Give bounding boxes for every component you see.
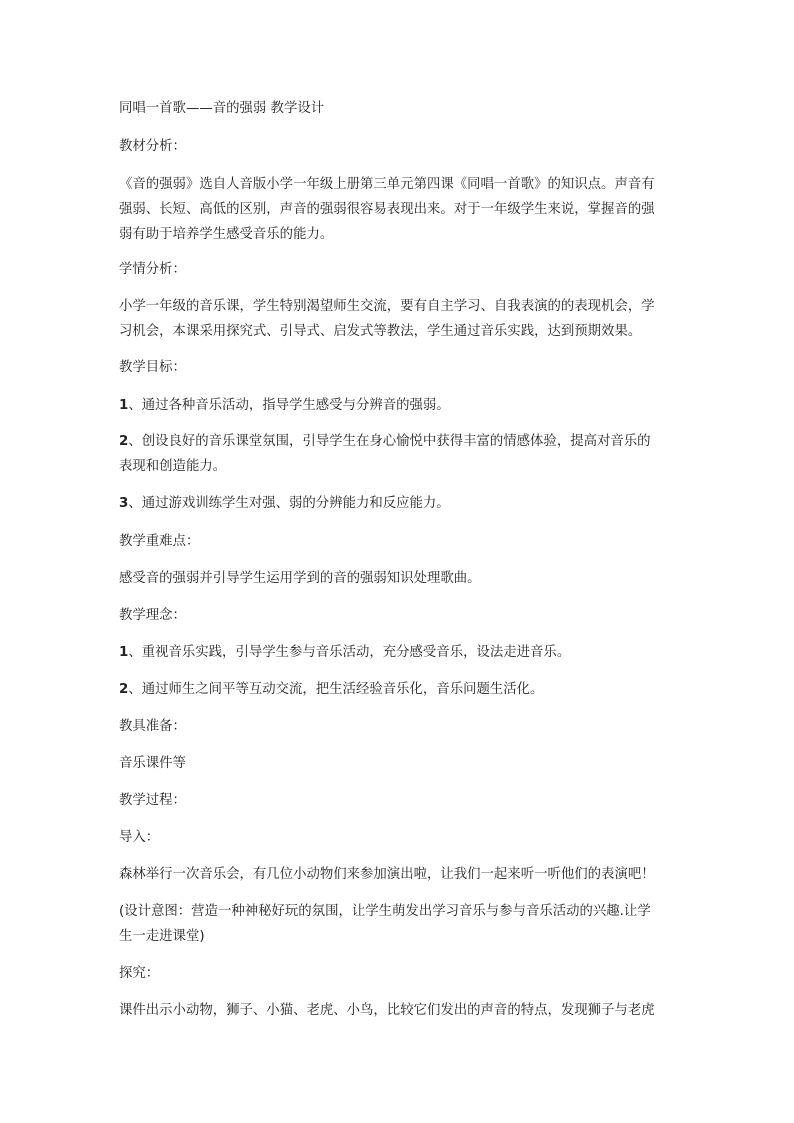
goal-number: 1: [119, 398, 129, 413]
tools-heading: 教具准备：: [119, 719, 186, 734]
students-line: 习机会，本课采用探究式、引导式、启发式等教法，学生通过音乐实践，达到预期效果。: [119, 324, 642, 339]
philosophy-text: 、通过师生之间平等互动交流，把生活经验音乐化，音乐问题生活化。: [128, 682, 544, 697]
goal-number: 3: [119, 496, 129, 511]
design-intent-line: 生一走进课堂): [119, 929, 205, 944]
intro-text: 森林举行一次音乐会，有几位小动物们来参加演出啦，让我们一起来听一听他们的表演吧！: [119, 867, 655, 882]
keypoints-heading: 教学重难点：: [119, 534, 200, 549]
material-paragraph: [119, 172, 679, 247]
goal-line: [119, 429, 679, 454]
keypoints-text: 感受音的强弱并引导学生运用学到的音的强弱知识处理歌曲。: [119, 571, 481, 586]
philosophy-number: 2: [119, 682, 129, 697]
explore-text: 课件出示小动物，狮子、小猫、老虎、小鸟，比较它们发出的声音的特点，发现狮子与老虎: [119, 1003, 655, 1018]
philosophy-item: [119, 640, 675, 665]
philosophy-heading: 教学理念：: [119, 608, 186, 623]
students-line: 小学一年级的音乐课，学生特别渴望师生交流，要有自主学习、自我表演的的表现机会，学: [119, 299, 655, 314]
students-heading: 学情分析：: [119, 262, 186, 277]
design-intent: [119, 899, 679, 949]
material-line: 《音的强弱》选自人音版小学一年级上册第三单元第四课《同唱一首歌》的知识点。声音有: [119, 177, 655, 192]
goal-item: [119, 393, 675, 418]
goal-item: [119, 429, 679, 479]
process-heading: 教学过程：: [119, 793, 186, 808]
philosophy-text: 、重视音乐实践，引导学生参与音乐活动，充分感受音乐，设法走进音乐。: [128, 645, 571, 660]
philosophy-number: 1: [119, 645, 129, 660]
material-line: 弱有助于培养学生感受音乐的能力。: [119, 227, 334, 242]
document-title: 同唱一首歌——音的强弱 教学设计: [119, 101, 325, 116]
goal-text: 、创设良好的音乐课堂氛围，引导学生在身心愉悦中获得丰富的情感体验，提高对音乐的: [128, 434, 651, 449]
goal-text: 、通过游戏训练学生对强、弱的分辨能力和反应能力。: [128, 496, 450, 511]
goal-number: 2: [119, 434, 129, 449]
tools-text: 音乐课件等: [119, 756, 186, 771]
students-paragraph: [119, 294, 679, 344]
material-line: 强弱、长短、高低的区别，声音的强弱很容易表现出来。对于一年级学生来说，掌握音的强: [119, 202, 655, 217]
goal-text: 、通过各种音乐活动，指导学生感受与分辨音的强弱。: [128, 398, 450, 413]
explore-heading: 探究：: [119, 966, 160, 981]
goals-heading: 教学目标：: [119, 360, 186, 375]
goal-line: 表现和创造能力。: [119, 459, 227, 474]
goal-item: [119, 491, 675, 516]
design-intent-line: (设计意图：营造一种神秘好玩的氛围，让学生萌发出学习音乐与参与音乐活动的兴趣.让学: [119, 904, 651, 919]
material-heading: 教材分析：: [119, 139, 186, 154]
philosophy-item: [119, 677, 675, 702]
intro-heading: 导入：: [119, 830, 160, 845]
